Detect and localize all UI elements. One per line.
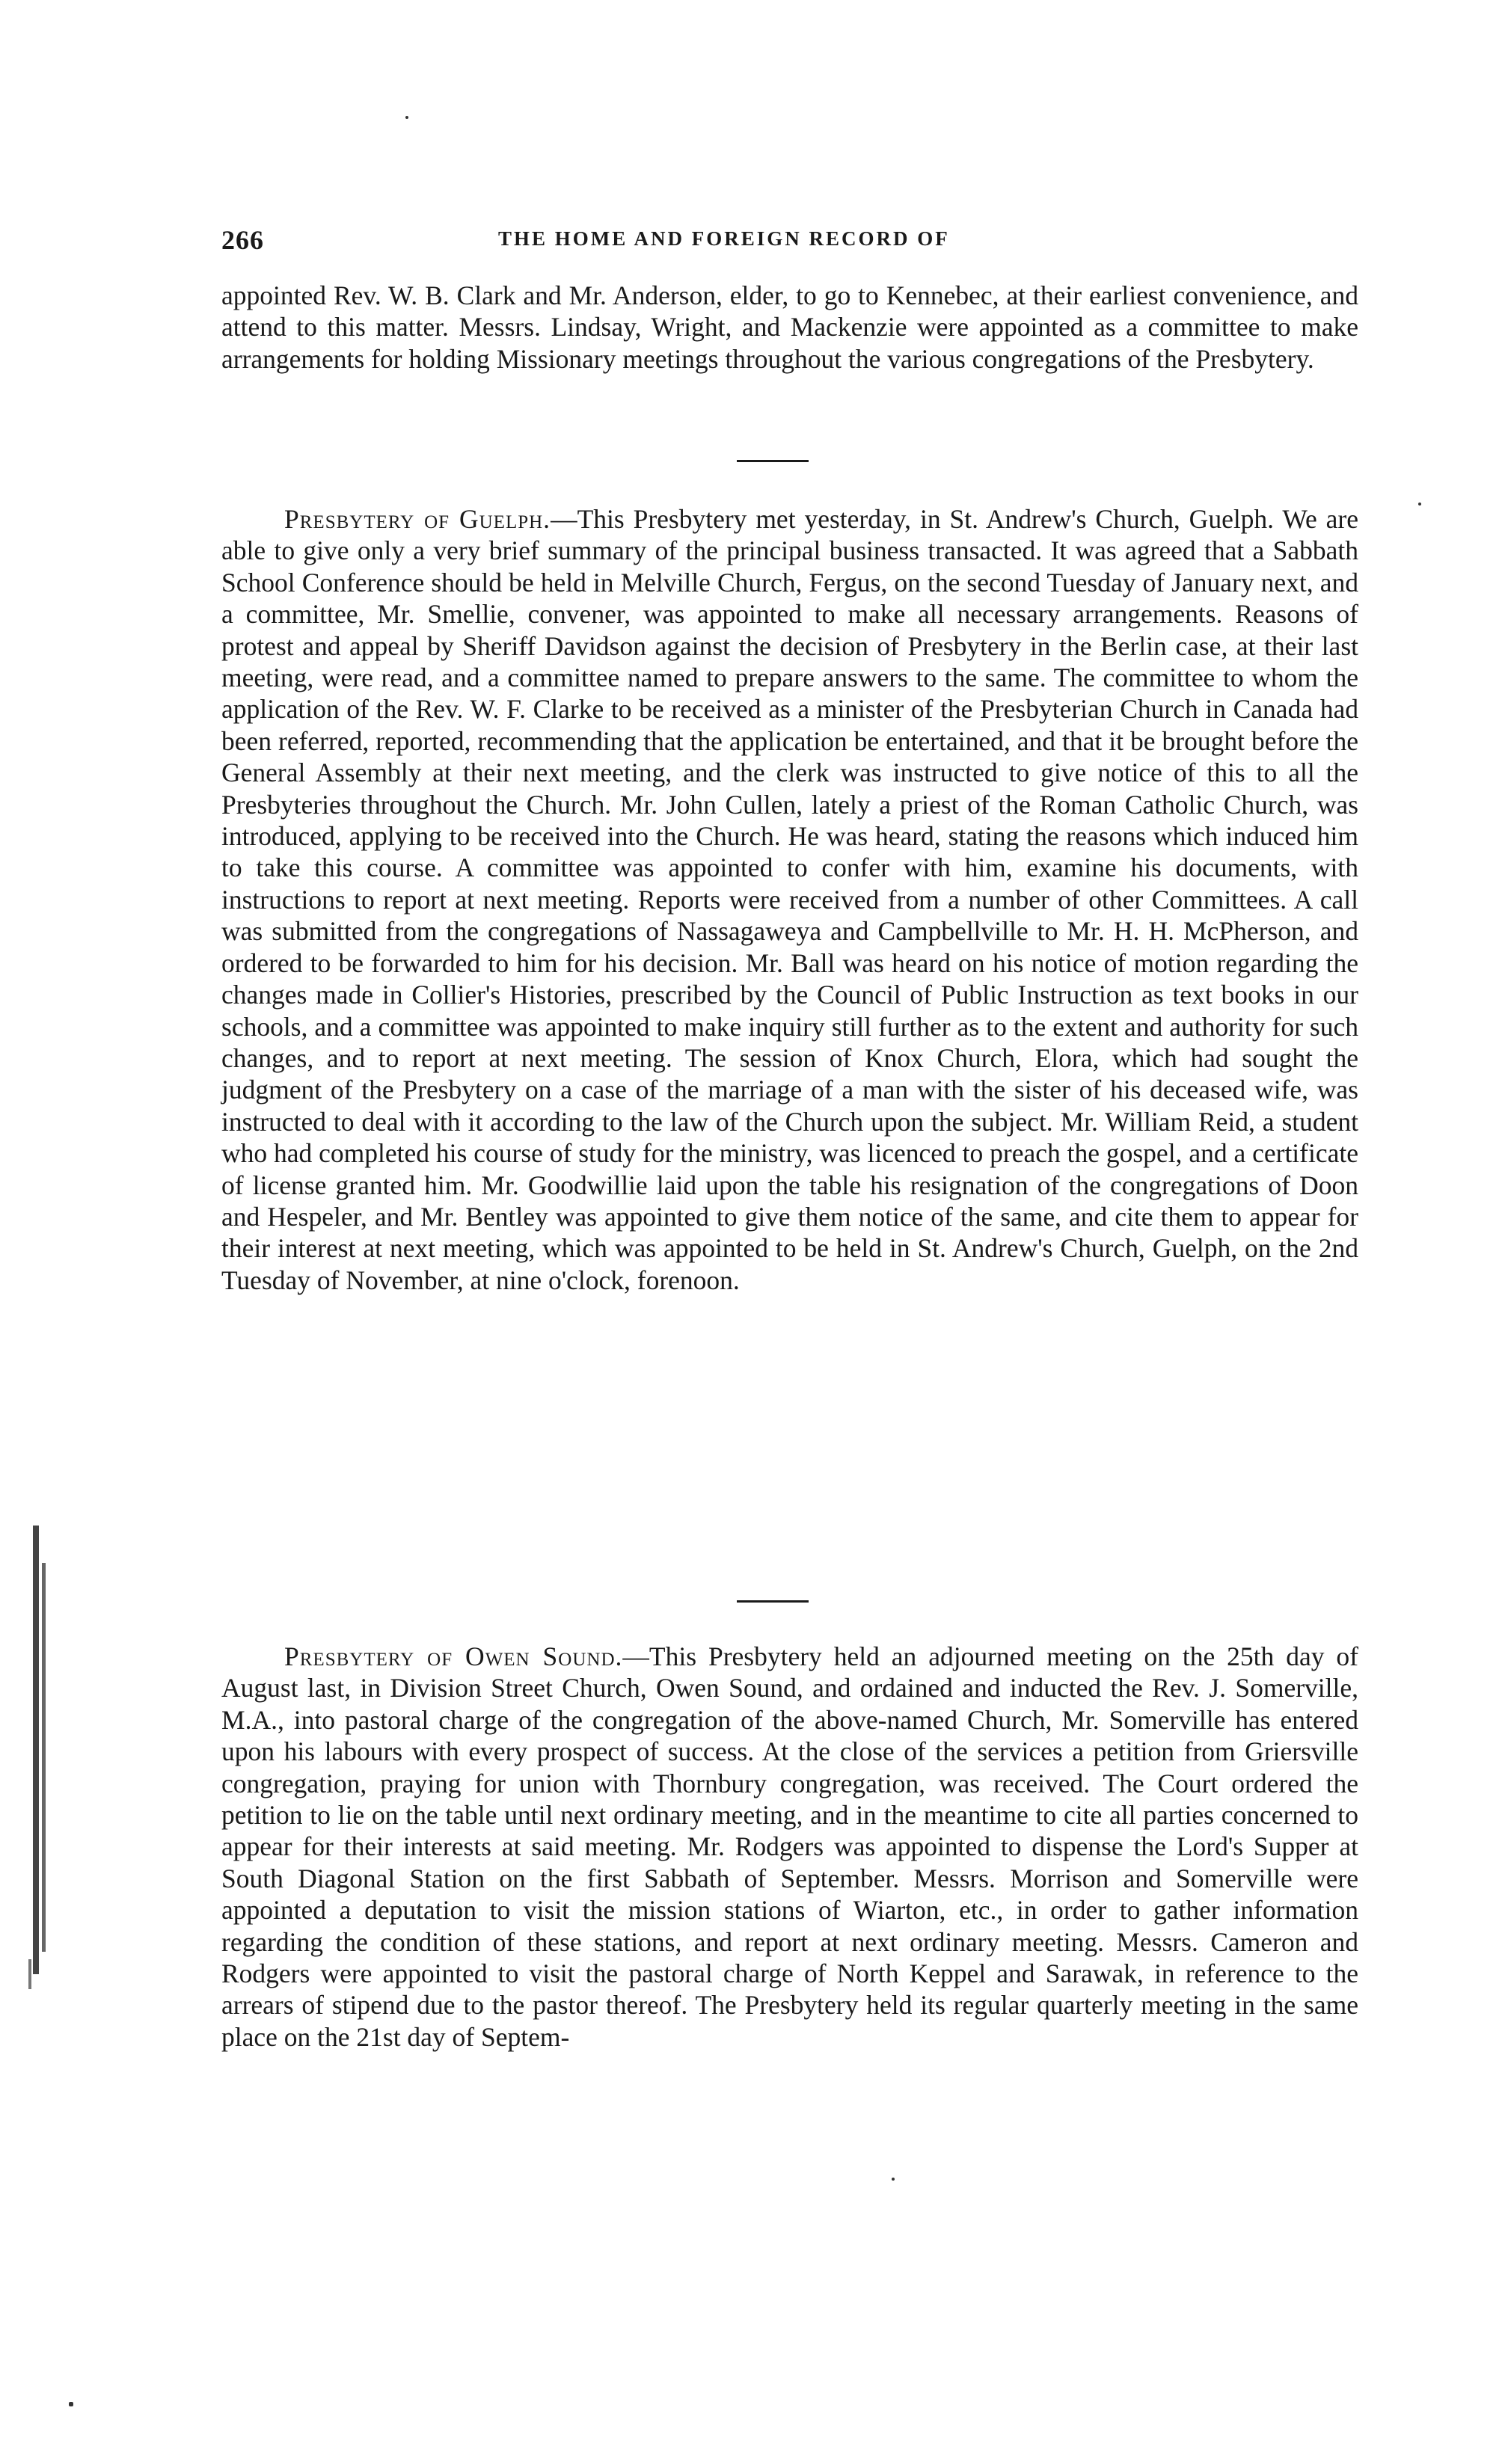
section-divider xyxy=(737,460,809,462)
running-head xyxy=(221,224,1358,262)
paragraph-text: —This Presbytery met yesterday, in St. Andrew's Church, Guelph. We are able to give only a very brief summary of the principal business transacted. It was agreed that a Sabbath School Conference should be held in Melville Church, Fergus, on the second Tuesday of January next, and a committee, Mr. Smellie, convener, was appointed to make all necessary arrangements. Reasons of protest and appeal by Sheriff Davidson against the decision of Presbytery in the Berlin case, at their last meeting, were read, and a committee named to prepare answers to the same. The committee to whom the application of the Rev. W. F. Clarke to be received as a minister of the Presbyterian Church in Canada had been referred, reported, recommending that the application be entertained, and that it be brought before the General Assembly at their next meeting, and the clerk was instructed to give notice of this to all the Presbyteries throughout the Church. Mr. John Cullen, lately a priest of the Roman Catholic Church, was introduced, applying to be received into the Church. He was heard, stating the reasons which induced him to take this course. A committee was appointed to confer with him, examine his documents, with instructions to report at next meeting. Reports were received from a number of other Committees. A call was submitted from the congregations of Nassagaweya and Campbellville to Mr. H. H. McPherson, and ordered to be forwarded to him for his decision. Mr. Ball was heard on his notice of motion regarding the changes made in Collier's Histories, prescribed by the Council of Public Instruction as text books in our schools, and a committee was appointed to make inquiry still further as to the extent and authority for such changes, and to report at next meeting. The session of Knox Church, Elora, which had sought the judgment of the Presbytery on a case of the marriage of a man with the sister of his deceased wife, was instructed to deal with it according to the law of the Church upon the subject. Mr. William Reid, a student who had completed his course of study for the ministry, was licenced to preach the gospel, and a certificate of license granted him. Mr. Goodwillie laid upon the table his resignation of the congregations of Doon and Hespeler, and Mr. Bentley was appointed to give them notice of the same, and cite them to appear for their interest at next meeting, which was appointed to be held in St. Andrew's Church, Guelph, on the 2nd Tuesday of November, at nine o'clock, forenoon. xyxy=(221,504,1358,1295)
scan-speck xyxy=(405,116,408,119)
section-presbytery-of-guelph xyxy=(221,503,1358,1296)
scan-speck xyxy=(892,2178,895,2181)
paragraph-text: —This Presbytery held an adjourned meeting on the 25th day of August last, in Division Street Church, Owen Sound, and ordained and inducted the Rev. J. Somerville, M.A., into pastoral charge of the congregation of the above-named Church, Mr. Somerville has entered upon his labours with every prospect of success. At the close of the services a petition from Griersville congregation, praying for union with Thornbury congregation, was received. The Court ordered the petition to lie on the table until next ordinary meeting, and in the meantime to cite all parties concerned to appear for their interests at said meeting. Mr. Rodgers was appointed to dispense the Lord's Supper at South Diagonal Station on the first Sabbath of September. Messrs. Morrison and Somerville were appointed a deputation to visit the mission stations of Wiarton, etc., in order to gather information regarding the condition of these stations, and report at next ordinary meeting. Messrs. Cameron and Rodgers were appointed to visit the pastoral charge of North Keppel and Sarawak, in reference to the arrears of stipend due to the pastor thereof. The Presbytery held its regular quarterly meeting in the same place on the 21st day of Septem- xyxy=(221,1641,1358,2052)
section-presbytery-of-owen-sound xyxy=(221,1641,1358,2053)
scan-speck xyxy=(1418,503,1421,506)
journal-title: THE HOME AND FOREIGN RECORD OF xyxy=(498,227,950,250)
scan-speck xyxy=(69,2402,73,2406)
paragraph-continued xyxy=(221,280,1358,375)
scan-margin-artifact xyxy=(33,1526,39,1974)
scan-margin-artifact xyxy=(28,1959,31,1989)
page-number: 266 xyxy=(221,225,264,255)
section-divider xyxy=(737,1600,809,1603)
section-heading: Presbytery of Guelph. xyxy=(284,504,551,534)
paragraph xyxy=(221,503,1358,1296)
scan-margin-artifact xyxy=(42,1563,46,1952)
paragraph-text: appointed Rev. W. B. Clark and Mr. Anderson, elder, to go to Kennebec, at their earliest convenience, and attend to this matter. Messrs. Lindsay, Wright, and Mackenzie were appointed as a committee to make arrangements for holding Missionary meetings throughout the various congregations of the Presbytery. xyxy=(221,280,1358,374)
section-heading: Presbytery of Owen Sound. xyxy=(284,1641,623,1671)
paragraph xyxy=(221,1641,1358,2053)
